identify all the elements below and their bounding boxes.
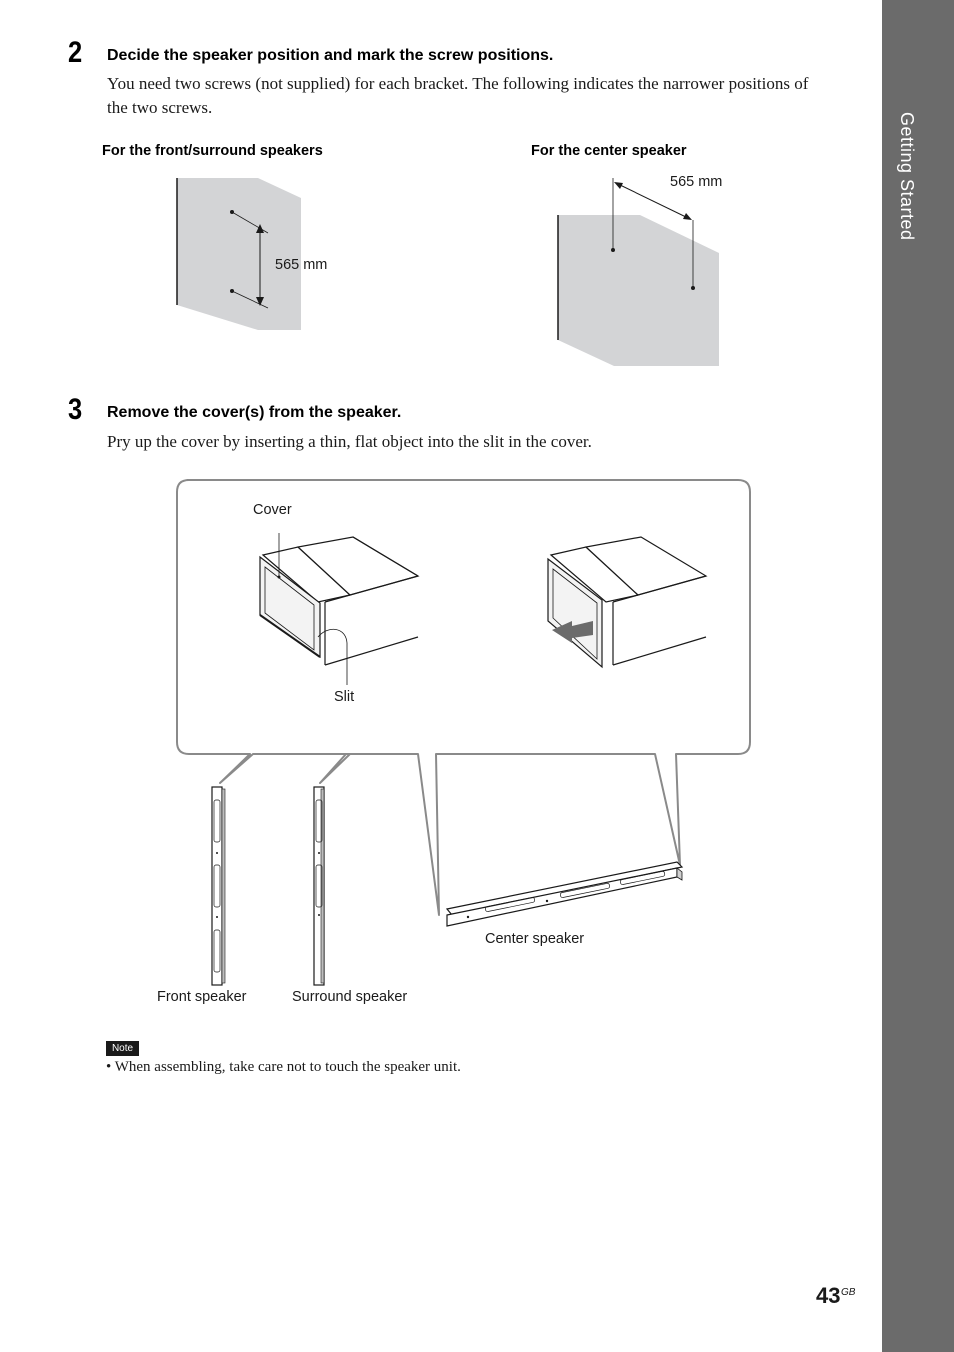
- front-distance-label: 565 mm: [275, 257, 328, 273]
- center-speaker-label: Center speaker: [485, 931, 585, 947]
- cover-label: Cover: [253, 502, 292, 518]
- step-2-title: Decide the speaker position and mark the screw positions.: [107, 47, 554, 64]
- section-tab-label: Getting Started: [897, 112, 917, 241]
- step-2-body: You need two screws (not supplied) for each bracket. The following indicates the narrower positions of the two screws.: [107, 74, 809, 117]
- front-surround-heading: For the front/surround speakers: [102, 143, 323, 159]
- step-number-3: 3: [68, 393, 83, 426]
- center-screw-diagram: [550, 170, 730, 370]
- note-badge: Note: [106, 1041, 139, 1056]
- slit-label: Slit: [334, 689, 355, 705]
- note-text: • When assembling, take care not to touch the speaker unit.: [106, 1059, 461, 1075]
- center-distance-label: 565 mm: [670, 174, 723, 190]
- step-3-body: Pry up the cover by inserting a thin, flat object into the slit in the cover.: [107, 432, 592, 451]
- center-heading: For the center speaker: [531, 143, 687, 159]
- surround-speaker-label: Surround speaker: [292, 989, 408, 1005]
- step-3-title: Remove the cover(s) from the speaker.: [107, 404, 402, 421]
- center-speaker-shape: [447, 862, 682, 926]
- page-number: 43: [816, 1283, 841, 1308]
- step-number-2: 2: [68, 36, 83, 69]
- front-speaker-label: Front speaker: [157, 989, 247, 1005]
- surround-speaker-shape: [314, 787, 324, 985]
- front-speaker-shape: [212, 787, 225, 985]
- page-number-suffix: GB: [841, 1287, 856, 1298]
- speaker-cover-illustration: [150, 475, 770, 1015]
- front-screw-diagram: [170, 170, 340, 340]
